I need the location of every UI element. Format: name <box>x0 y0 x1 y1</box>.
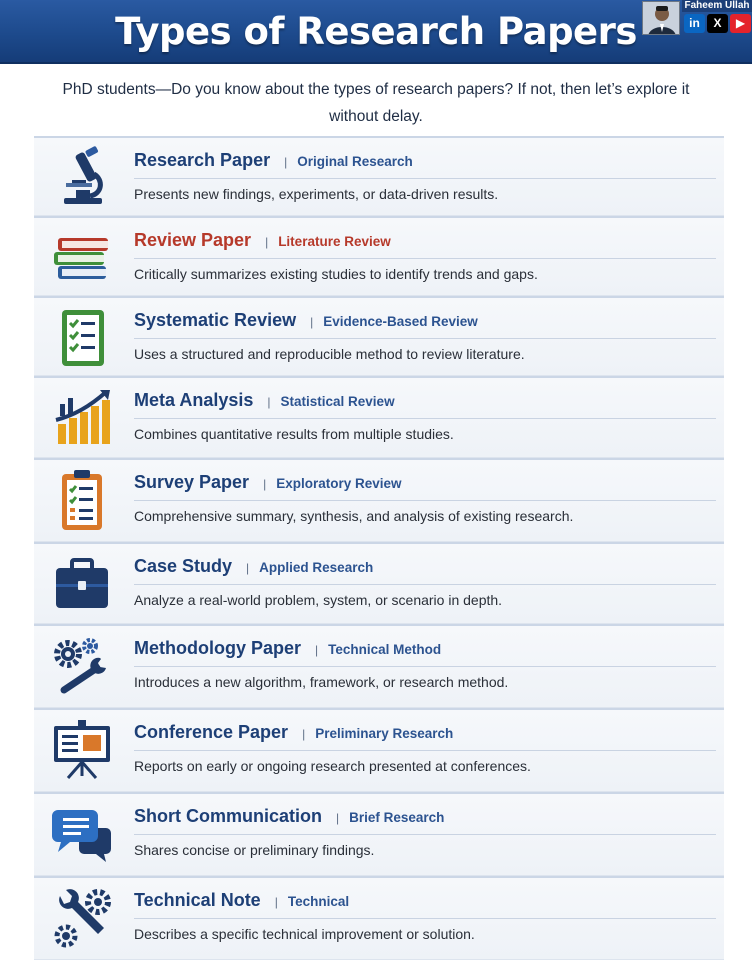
paper-subtitle: Technical Method <box>328 642 442 657</box>
checklist-icon <box>50 306 114 370</box>
paper-title: Short Communication <box>134 806 322 826</box>
divider <box>134 918 716 919</box>
paper-subtitle: Statistical Review <box>280 394 395 409</box>
clipboard-icon <box>50 468 114 532</box>
briefcase-icon <box>50 552 114 616</box>
paper-title: Survey Paper <box>134 472 250 492</box>
gears-wrench-icon <box>50 634 114 698</box>
paper-title-row: Survey Paper | Exploratory Review <box>134 472 402 492</box>
divider <box>134 418 716 419</box>
paper-title: Technical Note <box>134 890 261 910</box>
paper-subtitle: Original Research <box>297 154 413 169</box>
paper-card-technical-note <box>34 876 724 960</box>
paper-description: Critically summarizes existing studies to identify trends and gaps. <box>134 266 538 282</box>
paper-description: Uses a structured and reproducible method to review literature. <box>134 346 525 362</box>
paper-title: Systematic Review <box>134 310 297 330</box>
paper-title-row: Methodology Paper | Technical Method <box>134 638 442 658</box>
paper-subtitle: Applied Research <box>259 560 374 575</box>
x-icon[interactable]: X <box>707 14 728 33</box>
paper-description: Describes a specific technical improvement or solution. <box>134 926 475 942</box>
intro-text: PhD students—Do you know about the types of research papers? If not, then let’s explore it without delay. <box>62 81 690 125</box>
paper-card-research <box>34 136 724 216</box>
paper-title: Meta Analysis <box>134 390 254 410</box>
paper-subtitle: Literature Review <box>278 234 391 249</box>
author-badge <box>640 0 752 36</box>
divider <box>134 584 716 585</box>
paper-card-review <box>34 216 724 296</box>
paper-card-case-study <box>34 542 724 624</box>
paper-card-survey <box>34 458 724 542</box>
paper-title: Methodology Paper <box>134 638 302 658</box>
paper-card-systematic-review <box>34 296 724 376</box>
paper-description: Analyze a real-world problem, system, or scenario in depth. <box>134 592 503 608</box>
paper-title: Review Paper <box>134 230 252 250</box>
divider <box>134 258 716 259</box>
books-icon <box>50 226 114 290</box>
avatar <box>642 1 680 35</box>
paper-title: Research Paper <box>134 150 271 170</box>
divider <box>134 500 716 501</box>
page-title: Types of Research Papers <box>115 10 637 53</box>
paper-title: Case Study <box>134 556 233 576</box>
paper-title-row: Conference Paper | Preliminary Research <box>134 722 454 742</box>
divider <box>134 834 716 835</box>
paper-subtitle: Preliminary Research <box>315 726 454 741</box>
divider <box>134 666 716 667</box>
paper-title-row: Case Study | Applied Research <box>134 556 374 576</box>
tools-icon <box>50 886 114 950</box>
bar-chart-icon <box>50 386 114 450</box>
paper-subtitle: Exploratory Review <box>276 476 402 491</box>
divider <box>134 178 716 179</box>
paper-description: Comprehensive summary, synthesis, and analysis of existing research. <box>134 508 574 524</box>
microscope-icon <box>50 146 114 210</box>
paper-card-methodology <box>34 624 724 708</box>
paper-subtitle: Brief Research <box>349 810 445 825</box>
paper-title-row: Meta Analysis | Statistical Review <box>134 390 395 410</box>
paper-description: Presents new findings, experiments, or data-driven results. <box>134 186 499 202</box>
paper-title-row: Research Paper | Original Research <box>134 150 413 170</box>
youtube-icon[interactable]: ▶ <box>730 14 751 33</box>
paper-title-row: Systematic Review | Evidence-Based Review <box>134 310 478 330</box>
author-name: Faheem Ullah <box>682 0 752 12</box>
paper-title-row: Technical Note | Technical <box>134 890 350 910</box>
divider <box>134 750 716 751</box>
paper-card-meta-analysis <box>34 376 724 458</box>
presentation-board-icon <box>50 718 114 782</box>
paper-description: Shares concise or preliminary findings. <box>134 842 375 858</box>
paper-description: Introduces a new algorithm, framework, or research method. <box>134 674 509 690</box>
paper-description: Combines quantitative results from multiple studies. <box>134 426 454 442</box>
paper-subtitle: Evidence-Based Review <box>323 314 478 329</box>
linkedin-icon[interactable]: in <box>684 14 705 33</box>
paper-title-row: Short Communication | Brief Research <box>134 806 445 826</box>
chat-bubble-icon <box>50 802 114 866</box>
paper-card-short-communication <box>34 792 724 876</box>
divider <box>134 338 716 339</box>
paper-card-conference <box>34 708 724 792</box>
paper-title: Conference Paper <box>134 722 289 742</box>
paper-title-row: Review Paper | Literature Review <box>134 230 391 250</box>
paper-subtitle: Technical <box>287 894 350 909</box>
paper-description: Reports on early or ongoing research presented at conferences. <box>134 758 531 774</box>
